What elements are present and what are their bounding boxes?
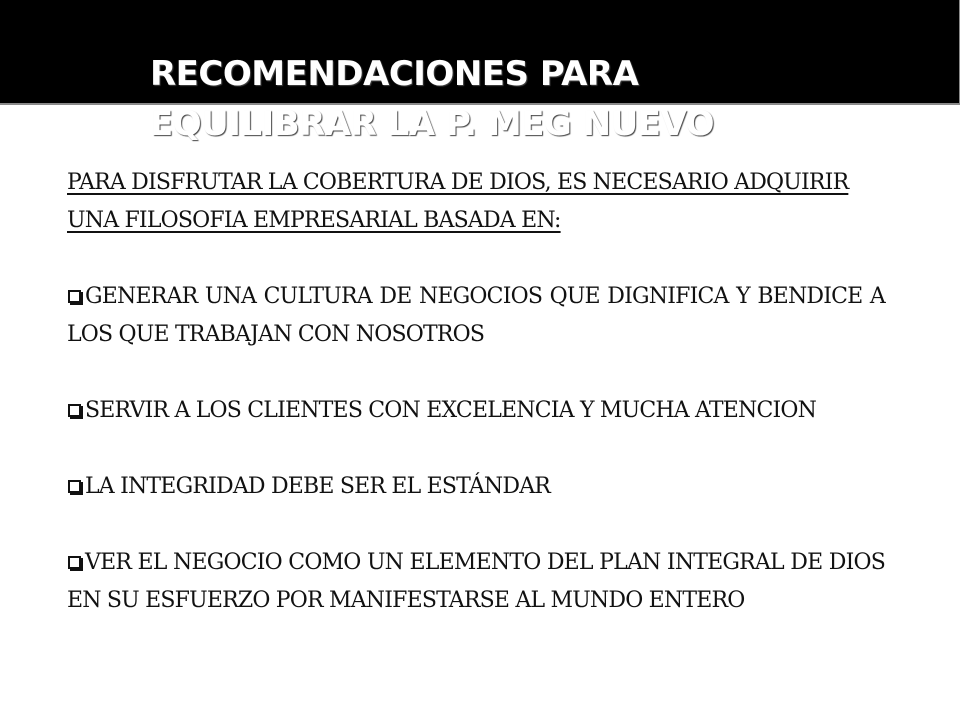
- intro-text: PARA DISFRUTAR LA COBERTURA DE DIOS, ES NECESARIO ADQUIRIR UNA FILOSOFIA EMPRESARIAL BASADA EN:: [67, 170, 849, 233]
- slide-title: RECOMENDACIONES PARA EQUILIBRAR LA P. MEG NUEVO: [150, 54, 715, 144]
- checkbox-square-icon: [68, 480, 81, 493]
- bullet-text: LA INTEGRIDAD DEBE SER EL ESTÁNDAR: [85, 474, 551, 499]
- checkbox-square-icon: [68, 404, 81, 417]
- checkbox-square-icon: [68, 556, 81, 569]
- bullet-text: VER EL NEGOCIO COMO UN ELEMENTO DEL PLAN INTEGRAL DE DIOS EN SU ESFUERZO POR MANIFESTARSE AL MUNDO ENTERO: [67, 550, 885, 613]
- bullet-text: GENERAR UNA CULTURA DE NEGOCIOS QUE DIGNIFICA Y BENDICE A LOS QUE TRABAJAN CON NOSOTROS: [67, 284, 885, 347]
- bullet-item: [67, 468, 885, 506]
- bullet-item: [67, 278, 885, 354]
- bullet-item: [67, 392, 885, 430]
- slide-body: [67, 164, 885, 620]
- title-bar: [0, 0, 960, 144]
- bullet-item: [67, 544, 885, 620]
- checkbox-square-icon: [68, 290, 81, 303]
- title-clip: [150, 46, 850, 144]
- bullet-text: SERVIR A LOS CLIENTES CON EXCELENCIA Y MUCHA ATENCION: [85, 398, 817, 423]
